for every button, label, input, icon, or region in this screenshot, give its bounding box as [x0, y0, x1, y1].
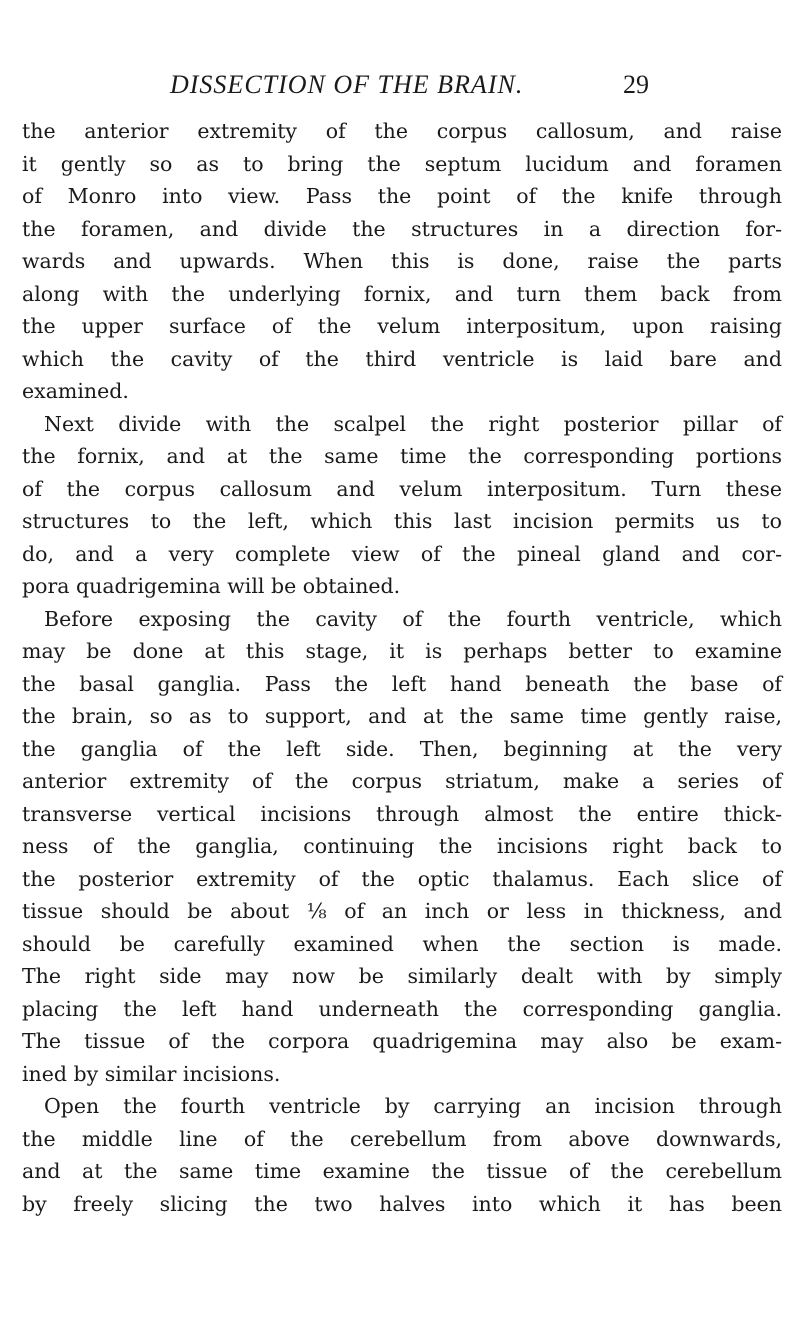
text-line: placing the left hand underneath the corresponding ganglia.	[22, 996, 782, 1021]
text-line: ness of the ganglia, continuing the incisions right back to	[22, 834, 782, 858]
body-text	[22, 115, 782, 1220]
text-line: the middle line of the cerebellum from above downwards,	[22, 1126, 782, 1151]
text-line: along with the underlying fornix, and turn them back from	[22, 281, 782, 306]
text-line: The right side may now be similarly dealt with by simply	[22, 964, 782, 988]
page-number: 29	[623, 70, 649, 99]
text-line: transverse vertical incisions through almost the entire thick-	[22, 801, 782, 826]
text-line: by freely slicing the two halves into which it has been	[22, 1191, 782, 1216]
text-line: should be carefully examined when the section is made.	[22, 931, 782, 956]
text-line: the ganglia of the left side. Then, beginning at the very	[22, 736, 782, 761]
text-line: wards and upwards. When this is done, raise the parts	[22, 249, 782, 273]
text-line: Next divide with the scalpel the right posterior pillar of	[44, 411, 782, 436]
text-line: the posterior extremity of the optic thalamus. Each slice of	[22, 866, 782, 891]
text-line: ined by similar incisions.	[22, 1061, 281, 1086]
text-line: which the cavity of the third ventricle is laid bare and	[22, 346, 782, 371]
text-line: pora quadrigemina will be obtained.	[22, 574, 401, 598]
text-line: the upper surface of the velum interpositum, upon raising	[22, 314, 782, 338]
running-head: DISSECTION OF THE BRAIN.	[170, 70, 524, 99]
text-line: the foramen, and divide the structures in a direction for-	[22, 216, 782, 241]
text-line: and at the same time examine the tissue of the cerebellum	[22, 1159, 782, 1183]
text-line: Open the fourth ventricle by carrying an incision through	[44, 1094, 782, 1118]
text-line: examined.	[22, 379, 129, 403]
text-line: of Monro into view. Pass the point of the knife through	[22, 184, 782, 208]
text-line: it gently so as to bring the septum lucidum and foramen	[22, 151, 782, 176]
text-line: Before exposing the cavity of the fourth ventricle, which	[44, 606, 782, 631]
text-line: the anterior extremity of the corpus callosum, and raise	[22, 119, 782, 143]
text-line: the brain, so as to support, and at the same time gently raise,	[22, 704, 782, 728]
text-line: The tissue of the corpora quadrigemina may also be exam-	[22, 1029, 782, 1053]
text-line: do, and a very complete view of the pineal gland and cor-	[22, 541, 782, 566]
text-line: structures to the left, which this last incision permits us to	[22, 509, 782, 533]
page-header	[0, 70, 801, 110]
text-line: the fornix, and at the same time the corresponding portions	[22, 444, 782, 468]
text-line: of the corpus callosum and velum interpositum. Turn these	[22, 476, 782, 501]
text-line: the basal ganglia. Pass the left hand beneath the base of	[22, 671, 782, 696]
text-line: anterior extremity of the corpus striatum, make a series of	[22, 769, 782, 793]
text-line: may be done at this stage, it is perhaps better to examine	[22, 639, 782, 663]
text-line: tissue should be about ⅛ of an inch or less in thickness, and	[22, 899, 782, 923]
